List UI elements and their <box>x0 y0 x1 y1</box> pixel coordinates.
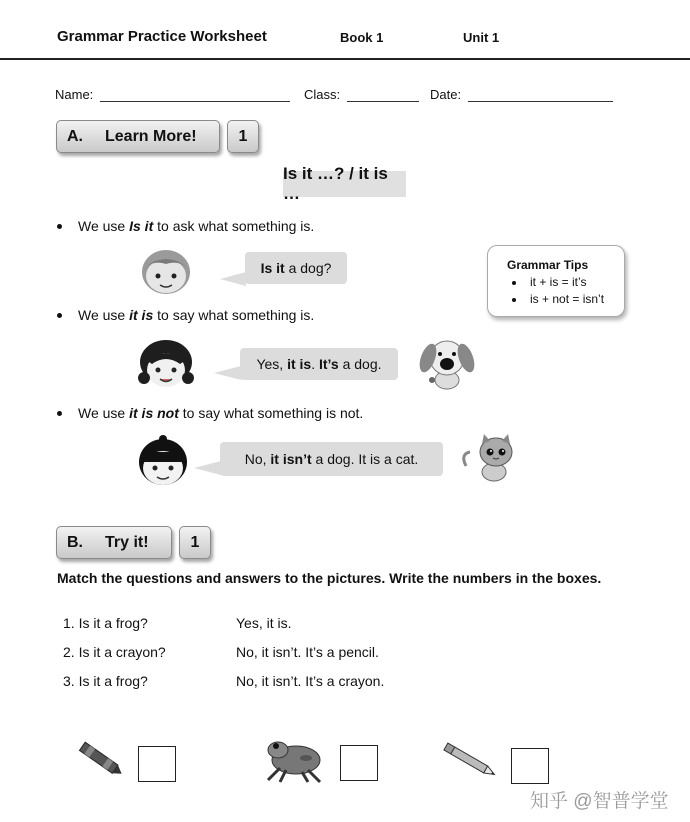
class-line[interactable] <box>347 87 419 102</box>
date-field[interactable] <box>430 87 613 102</box>
unit-label: Unit 1 <box>463 30 500 45</box>
name-line[interactable] <box>100 87 290 102</box>
grammar-tips-box <box>487 245 625 317</box>
section-a-header <box>56 120 220 153</box>
section-b-number: 1 <box>179 526 211 559</box>
worksheet-title: Grammar Practice Worksheet <box>57 28 267 45</box>
question-1: 1. Is it a frog? <box>63 615 148 631</box>
answer-box-3[interactable] <box>511 748 549 784</box>
cat-icon <box>460 432 522 484</box>
bullet-dot <box>512 281 516 285</box>
bullet-3: We use it is not to say what something is not. <box>57 405 363 421</box>
header-rule <box>0 58 690 60</box>
name-field[interactable] <box>55 87 290 102</box>
section-b-label: Try it! <box>105 533 149 551</box>
date-label: Date: <box>430 87 462 102</box>
section-b-header <box>56 526 172 559</box>
book-label: Book 1 <box>340 30 384 45</box>
section-a-number: 1 <box>227 120 259 153</box>
question-2: 2. Is it a crayon? <box>63 644 166 660</box>
section-a-label: Learn More! <box>105 127 197 145</box>
bullet-dot <box>57 411 62 416</box>
watermark: 知乎 @智普学堂 <box>530 791 669 812</box>
answer-1: Yes, it is. <box>236 615 292 631</box>
bullet-1: We use Is it to ask what something is. <box>57 218 314 234</box>
question-3: 3. Is it a frog? <box>63 673 148 689</box>
speech-tail-2 <box>214 366 241 380</box>
speech-bubble-2: Yes, it is . It’s a dog. <box>240 348 398 380</box>
pencil-icon <box>440 742 502 780</box>
tips-title: Grammar Tips <box>507 258 589 272</box>
speech-tail-1 <box>220 272 246 286</box>
date-line[interactable] <box>468 87 613 102</box>
name-label: Name: <box>55 87 94 102</box>
crayon-icon <box>74 738 130 782</box>
instruction-text: Match the questions and answers to the pictures. Write the numbers in the boxes. <box>57 570 602 586</box>
tips-item-1: it + is = it’s <box>512 275 586 289</box>
bullet-2: We use it is to say what something is. <box>57 307 314 323</box>
section-b-letter: B. <box>67 533 83 551</box>
speech-bubble-3: No, it isn’t a dog. It is a cat. <box>220 442 443 476</box>
answer-box-2[interactable] <box>340 745 378 781</box>
bullet-dot <box>512 298 516 302</box>
child-face-2-icon <box>136 338 196 390</box>
bullet-dot <box>57 224 62 229</box>
tips-item-2: is + not = isn’t <box>512 292 604 306</box>
dog-icon <box>418 334 476 392</box>
speech-bubble-1: Is it a dog? <box>245 252 347 284</box>
answer-2: No, it isn’t. It’s a pencil. <box>236 644 379 660</box>
child-face-3-icon <box>136 434 190 488</box>
answer-3: No, it isn’t. It’s a crayon. <box>236 673 385 689</box>
topic-title: Is it …? / it is … <box>283 171 406 197</box>
speech-tail-3 <box>194 461 221 475</box>
class-label: Class: <box>304 87 341 102</box>
bullet-dot <box>57 313 62 318</box>
child-face-1-icon <box>138 246 194 296</box>
section-a-letter: A. <box>67 127 83 145</box>
answer-box-1[interactable] <box>138 746 176 782</box>
frog-icon <box>258 736 328 784</box>
class-field[interactable] <box>304 87 419 102</box>
